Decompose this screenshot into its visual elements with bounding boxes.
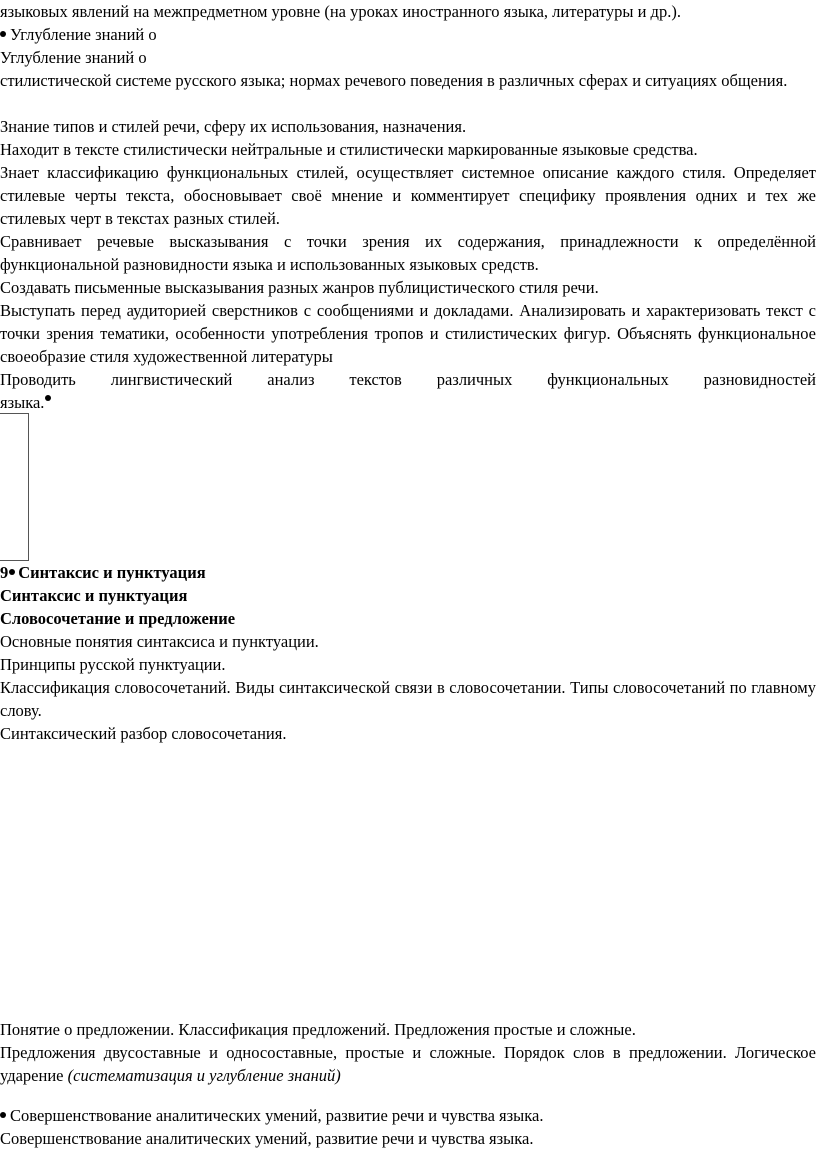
subsection-heading [0, 607, 816, 630]
text-span: Классификация словосочетаний. Виды синтаксической связи в словосочетании. Типы словосочетаний по главному слову. [0, 678, 816, 720]
paragraph [0, 299, 816, 368]
bullet-icon [9, 569, 15, 575]
text-span: стилистической системе русского языка; нормах речевого поведения в различных сферах и ситуациях общения. [0, 71, 788, 90]
text-line [0, 391, 816, 414]
text-line [0, 368, 816, 391]
text-span: Выступать перед аудиторией сверстников с сообщениями и докладами. Анализировать и характеризовать текст с точки зрения тематики, особенности употребления тропов и стилистических фигур. Объяснять функциональное своеобразие стиля художественной литературы [0, 301, 816, 366]
text-span: Совершенствование аналитических умений, развитие речи и чувства языка. [0, 1129, 534, 1148]
text-span: языка. [0, 393, 45, 412]
paragraph [0, 230, 816, 276]
text-span: Проводить лингвистический анализ текстов различных функциональных разновидностей [0, 370, 816, 389]
text-line [0, 138, 816, 161]
text-line [0, 1127, 816, 1150]
text-line [0, 630, 816, 653]
text-line [0, 1018, 816, 1041]
paragraph [0, 1041, 816, 1087]
section-heading [0, 561, 816, 584]
paragraph [0, 161, 816, 230]
section-number: 9 [0, 563, 9, 582]
bullet-line [0, 23, 816, 46]
text-span: Сравнивает речевые высказывания с точки зрения их содержания, принадлежности к определённой функциональной разновидности языка и использованных языковых средств. [0, 232, 816, 274]
bullet-icon [45, 395, 51, 401]
bullet-line [0, 1104, 816, 1127]
text-line [0, 722, 816, 745]
text-span: Находит в тексте стилистически нейтральные и стилистически маркированные языковые средства. [0, 140, 698, 159]
text-span: Знание типов и стилей речи, сферу их использования, назначения. [0, 117, 467, 136]
paragraph [0, 69, 816, 92]
bullet-icon [0, 31, 6, 37]
text-line [0, 115, 816, 138]
text-span: Создавать письменные высказывания разных жанров публицистического стиля речи. [0, 278, 599, 297]
text-span: Основные понятия синтаксиса и пунктуации. [0, 632, 319, 651]
bullet-icon [0, 1112, 6, 1118]
text-span: Синтаксис и пунктуация [0, 586, 188, 605]
text-span: Словосочетание и предложение [0, 609, 236, 628]
text-span: Понятие о предложении. Классификация предложений. Предложения простые и сложные. [0, 1020, 636, 1039]
text-line [0, 46, 816, 69]
text-line [0, 276, 816, 299]
italic-text-span: (систематизация и углубление знаний) [67, 1066, 341, 1085]
text-line [0, 0, 816, 23]
text-span: Знает классификацию функциональных стилей, осуществляет системное описание каждого стиля. Определяет стилевые черты текста, обосновывает своё мнение и комментирует специфику проявления одних и тех же стилевых черт в текстах разных стилей. [0, 163, 816, 228]
text-span: Синтаксис и пунктуация [18, 563, 206, 582]
section-heading [0, 584, 816, 607]
text-span: Углубление знаний о [0, 48, 147, 67]
text-span: Совершенствование аналитических умений, развитие речи и чувства языка. [10, 1106, 544, 1125]
paragraph [0, 676, 816, 722]
text-span: Синтаксический разбор словосочетания. [0, 724, 287, 743]
text-span: языковых явлений на межпредметном уровне (на уроках иностранного языка, литературы и др.). [0, 2, 681, 21]
text-line [0, 653, 816, 676]
text-span: Принципы русской пунктуации. [0, 655, 226, 674]
empty-frame [0, 413, 29, 561]
text-span: Углубление знаний о [10, 25, 157, 44]
text-span: Предложения двусоставные и односоставные, простые и сложные. Порядок слов в предложении. Логическое ударение [0, 1043, 816, 1085]
